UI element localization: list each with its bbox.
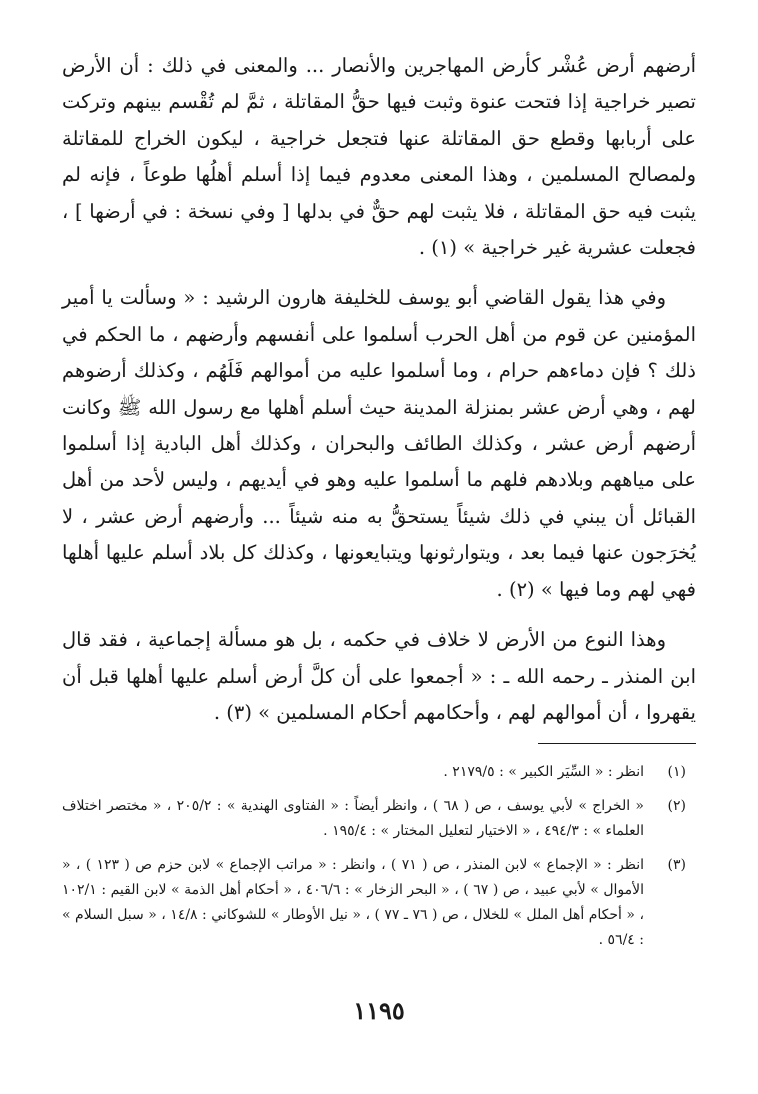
footnote-divider bbox=[538, 743, 696, 744]
footnote-number: (٢) bbox=[667, 798, 686, 814]
paragraph-2: وفي هذا يقول القاضي أبو يوسف للخليفة هارون الرشيد : « وسألت يا أمير المؤمنين عن قوم من أهل الحرب أسلموا على أنفسهم وأرضهم ، ما الحكم في ذلك ؟ فإن دماءهم حرام ، وما أسلموا عليه من أموالهم فَلَهُم ، وكذلك أرضوهم لهم ، وهي أرض عشر بمنزلة المدينة حيث أسلم أهلها مع رسول الله ﷺ وكانت أرضهم أرض عشر ، وكذلك الطائف والبحران ، وكذلك أهل البادية إذا أسلموا على مياههم وبلادهم فلهم ما أسلموا عليه وهو في أيديهم ، وليس لأحد من أهل القبائل أن يبني في ذلك شيئاً يستحقُّ به منه شيئاً ... وأرضهم أرض عشر ، لا يُخرَجون عنها فيما بعد ، ويتوارثونها ويتبايعونها ، وكذلك كل بلاد أسلم عليها أهلها فهي لهم وما فيها » (٢) . bbox=[62, 286, 696, 601]
footnotes bbox=[62, 760, 696, 962]
footnote-text: انظر : « الإجماع » لابن المنذر ، ص ( ٧١ ) ، وانظر : « مراتب الإجماع » لابن حزم ص ( ١٢٣ ) ، « الأموال » لأبي عبيد ، ص ( ٦٧ ) ، « البحر الزخار » : ٤٠٦/٦ ، « أحكام أهل الذمة » لابن القيم : ١٠٢/١ ، « أحكام أهل الملل » للخلال ، ص ( ٧٦ ـ ٧٧ ) ، « نيل الأوطار » للشوكاني : ١٤/٨ ، « سبل السلام » : ٥٦/٤ . bbox=[62, 857, 645, 948]
paragraph-1: أرضهم أرض عُشْر كأرض المهاجرين والأنصار ... والمعنى في ذلك : أن الأرض تصير خراجية إذا فتحت عنوة وثبت فيها حقُّ المقاتلة ، ثمَّ لم تُقْسم بينهم وتركت على أربابها وقطع حق المقاتلة عنها فتجعل خراجية ، ليكون الخراج للمقاتلة ولمصالح المسلمين ، وهذا المعنى معدوم فيما إذا أسلم أهلُها طوعاً ، فإنه لم يثبت فيه حق المقاتلة ، فلا يثبت لهم حقٌّ في بدلها [ وفي نسخة : في أرضها ] ، فجعلت عشرية غير خراجية » (١) . bbox=[62, 54, 696, 260]
footnote-3 bbox=[62, 853, 696, 953]
footnote-1 bbox=[62, 760, 696, 785]
paragraph-3: وهذا النوع من الأرض لا خلاف في حكمه ، بل هو مسألة إجماعية ، فقد قال ابن المنذر ـ رحمه الله ـ : « أجمعوا على أن كلَّ أرض أسلم عليها أهلها قبل أن يقهروا ، أن أموالهم لهم ، وأحكامهم أحكام المسلمين » (٣) . bbox=[62, 628, 696, 724]
main-text bbox=[62, 48, 696, 731]
footnote-text: انظر : « السِّيَر الكبير » : ٢١٧٩/٥ . bbox=[443, 764, 644, 780]
page-number: ١١٩٥ bbox=[353, 996, 405, 1025]
footnote-number: (٣) bbox=[667, 857, 686, 873]
footnote-text: « الخراج » لأبي يوسف ، ص ( ٦٨ ) ، وانظر أيضاً : « الفتاوى الهندية » : ٢٠٥/٢ ، « مختصر اختلاف العلماء » : ٤٩٤/٣ ، « الاختيار لتعليل المختار » : ١٩٥/٤ . bbox=[62, 798, 644, 839]
footnote-2 bbox=[62, 794, 696, 844]
footnote-number: (١) bbox=[667, 764, 686, 780]
